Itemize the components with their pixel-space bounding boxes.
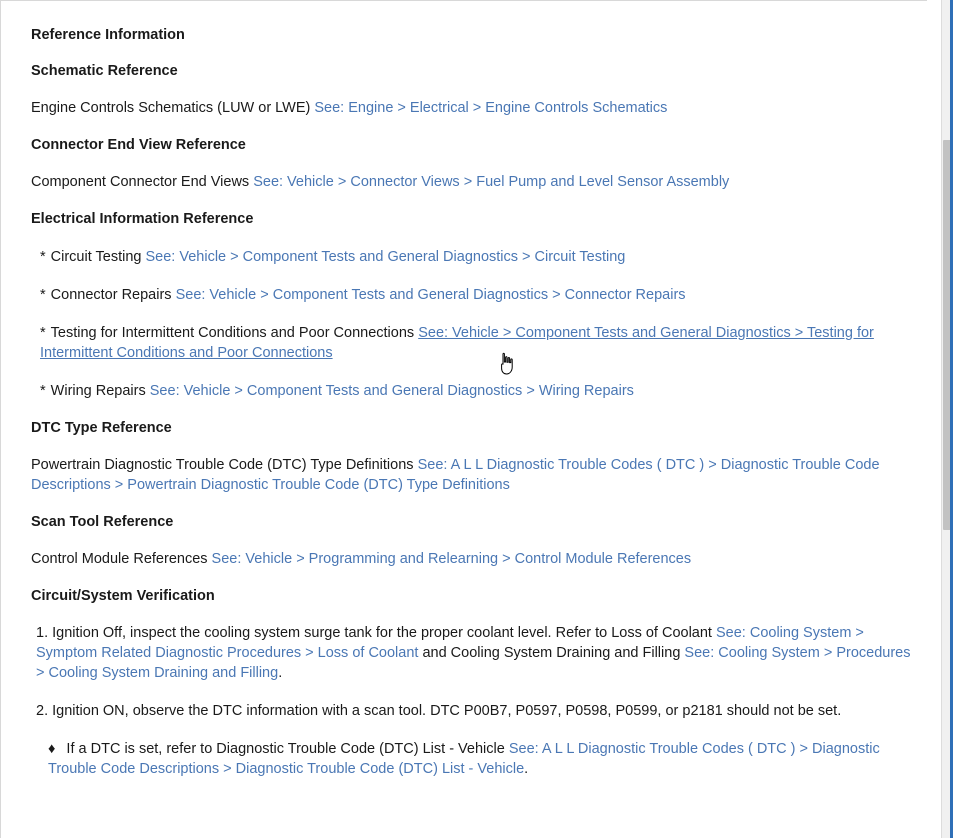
dtc-set-note-after: . [524, 760, 529, 777]
schematic-reference-link[interactable]: See: Engine > Electrical > Engine Controls Schematics [314, 100, 668, 117]
verification-step-2 [31, 692, 911, 730]
connector-end-view-text: Component Connector End Views [31, 174, 254, 191]
circuit-testing-item [31, 238, 911, 276]
verification-step-1 [31, 614, 911, 692]
document-content [1, 7, 925, 838]
schematic-reference-paragraph [31, 89, 911, 127]
dtc-set-note [31, 730, 911, 788]
scan-tool-reference-link[interactable]: See: Vehicle > Programming and Relearning > Control Module References [211, 550, 692, 567]
testing-intermittent-conditions-item [31, 314, 911, 372]
step-1-middle-text: and Cooling System Draining and Filling [418, 644, 685, 661]
diamond-bullet-icon: ♦ [48, 740, 56, 757]
connector-repairs-item [31, 276, 911, 314]
wiring-repairs-link[interactable]: See: Vehicle > Component Tests and General Diagnostics > Wiring Repairs [149, 382, 634, 399]
schematic-reference-text: Engine Controls Schematics (LUW or LWE) [31, 100, 315, 117]
dtc-type-reference-paragraph [31, 446, 911, 504]
step-1-marker: 1. [36, 624, 49, 641]
dtc-type-reference-link[interactable]: See: A L L Diagnostic Trouble Codes ( DTC ) > Diagnostic Trouble Code Descriptions > Powertrain Diagnostic Trouble Code (DTC) Type Definitions [31, 456, 880, 493]
step-2-marker: 2. [36, 702, 49, 719]
electrical-information-reference-heading: Electrical Information Reference [31, 211, 254, 228]
wiring-repairs-item [31, 372, 911, 410]
bullet-star-icon: * [40, 324, 46, 341]
cooling-system-draining-filling-link[interactable]: See: Cooling System > Procedures > Cooling System Draining and Filling [36, 644, 911, 681]
wiring-repairs-text: Wiring Repairs [50, 382, 150, 399]
connector-repairs-text: Connector Repairs [50, 286, 176, 303]
testing-intermittent-conditions-link[interactable]: See: Vehicle > Component Tests and General Diagnostics > Testing for Intermittent Conditions and Poor Connections [40, 324, 874, 361]
dtc-type-reference-text: Powertrain Diagnostic Trouble Code (DTC) Type Definitions [31, 456, 418, 473]
right-gutter [927, 0, 941, 838]
connector-repairs-link[interactable]: See: Vehicle > Component Tests and General Diagnostics > Connector Repairs [175, 286, 686, 303]
dtc-type-reference-heading: DTC Type Reference [31, 419, 172, 436]
loss-of-coolant-link[interactable]: See: Cooling System > Symptom Related Diagnostic Procedures > Loss of Coolant [36, 624, 864, 661]
connector-end-view-reference-heading: Connector End View Reference [31, 137, 246, 154]
bullet-star-icon: * [40, 286, 46, 303]
schematic-reference-heading: Schematic Reference [31, 63, 178, 80]
bullet-star-icon: * [40, 248, 46, 265]
scan-tool-reference-paragraph [31, 540, 911, 578]
reference-information-heading: Reference Information [31, 27, 185, 43]
connector-end-view-paragraph [31, 163, 911, 201]
circuit-testing-text: Circuit Testing [50, 248, 146, 265]
page-top-border [0, 0, 941, 7]
step-1-after-text: . [278, 664, 283, 681]
step-1-text: Ignition Off, inspect the cooling system surge tank for the proper coolant level. Refer to Loss of Coolant [48, 624, 716, 641]
scan-tool-reference-heading: Scan Tool Reference [31, 513, 174, 530]
scan-tool-reference-text: Control Module References [31, 550, 212, 567]
connector-end-view-link[interactable]: See: Vehicle > Connector Views > Fuel Pump and Level Sensor Assembly [253, 174, 730, 191]
circuit-system-verification-heading: Circuit/System Verification [31, 587, 215, 604]
bullet-star-icon: * [40, 382, 46, 399]
step-2-text: Ignition ON, observe the DTC information with a scan tool. DTC P00B7, P0597, P0598, P0599, or p2181 should not be set. [48, 702, 842, 719]
dtc-list-vehicle-link[interactable]: See: A L L Diagnostic Trouble Codes ( DTC ) > Diagnostic Trouble Code Descriptions > Diagnostic Trouble Code (DTC) List - Vehicle [48, 740, 880, 777]
circuit-testing-link[interactable]: See: Vehicle > Component Tests and General Diagnostics > Circuit Testing [145, 248, 626, 265]
dtc-set-note-text: If a DTC is set, refer to Diagnostic Trouble Code (DTC) List - Vehicle [62, 740, 509, 757]
testing-intermittent-conditions-text: Testing for Intermittent Conditions and Poor Connections [50, 324, 419, 341]
